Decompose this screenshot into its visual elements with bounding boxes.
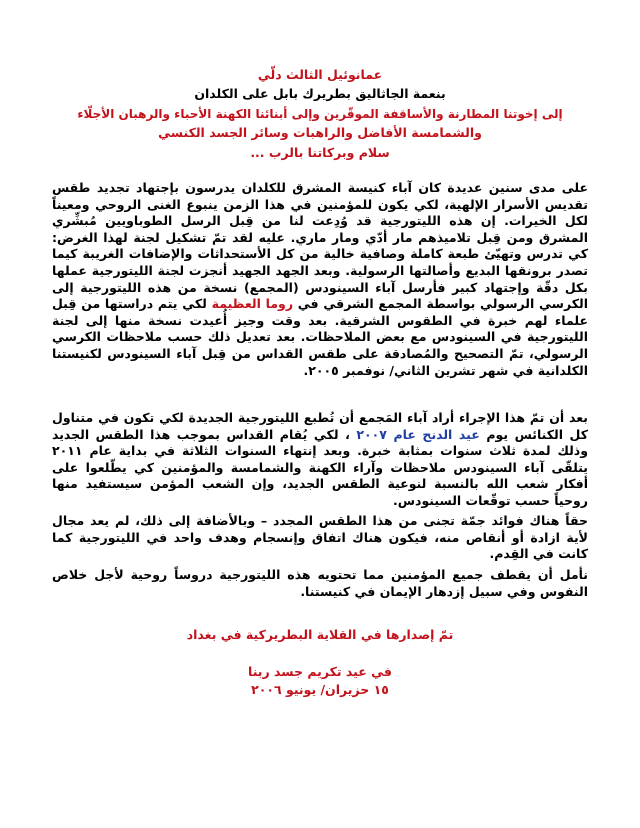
address-line-2: والشمامسة الأفاضل والراهبات وسائر الجسد الكنسي xyxy=(158,125,482,140)
issue-occasion: في عيد تكريم جسد ربنا xyxy=(248,664,392,679)
paragraph-1-text-a: على مدى سنين عديدة كان آباء كنيسة المشرق للكلدان يدرسون بإجتهاد تجديد طقس تقديس الأسرار الإلهية، لكي يكون للمؤمنين في هذا الزمن ينبوع الغنى الروحي ومعيناً لكل الخيرات. إن هذه الليتورجية قد وُدِعت لنا من قِبل الرسل الطوباويين مُبشِّري المشرق ومن قِبل تلاميذهم مار أدّي ومار ماري. عليه لقد تمّ تشكيل لجنة لهذا الغرض: كي تدرس وتهيّئ طبعة كاملة وصافية خالية من كل الأستحداثات والإضافات الغريبة كيما تصدر برونقها البديع وأصالتها الرسولية. وبعد الجهد الجهيد أنجزت لجنة الليتورجية عملها بكل دقّة وإجتهاد كبير فأرسل آباء السينودس (المجمع) نسخة من هذه الليتورجية إلى الكرسي الرسولي بواسطة المجمع الشرقي في xyxy=(52,180,588,312)
paragraph-2-text-a: بعد أن تمّ هذا الإجراء أراد آباء المَجمع أن تُطبع الليتورجية الجديدة لكي تكون في متناول كل الكنائس يوم xyxy=(52,410,588,442)
paragraph-1-text-b: لكي يتم دراستها من قِبل علماء لهم خبرة في الطقوس الشرقية. بعد وقت وجيز أُعيدت نسخة منها إلى لجنة الليتورجية في السينودس مع بعض الملاحظات. بعد تعديل ذلك حسب ملاحظات الكرسي الرسولي، تمّ التصحيح والمُصادقة على طقس القداس من قِبل آباء السينودس لكنيستنا الكلدانية في شهر تشرين الثاني/ نوفمبر ٢٠٠٥. xyxy=(52,296,588,378)
paragraph-2-text-b: ، لكي يُقام القداس بموجب هذا الطقس الجديد وذلك لمدة ثلاث سنوات بمثابة خبرة. وبعد إنتهاء السنوات الثلاثة في بداية عام ٢٠١١ يتلقّى آباء السينودس ملاحظات وآراء الكهنة والشمامسة والمؤمنين كي يطّلعوا على أفكار شعب الله بالنسبة لنوعية الطقس الجديد، وإن الشعب المؤمن سيستفيد منها روحياً حسب توقّعات السينودس. xyxy=(52,426,588,508)
sender-name: عمانوئيل الثالث دلّي xyxy=(257,67,383,82)
document-title: بنعمة الجاثاليق بطريرك بابل على الكلدان xyxy=(194,86,446,101)
paragraph-1 xyxy=(52,180,588,379)
issue-place: تمّ إصدارها في القلاية البطريركية في بغداد xyxy=(186,627,454,642)
paragraph-4: نأمل أن يقطف جميع المؤمنين مما تحتويه هذه الليتورجية دروساً روحية لأجل خلاص النفوس وفي سبيل إزدهار الإيمان في كنيستنا. xyxy=(52,567,588,599)
feast-highlight: عيد الدنح عام ٢٠٠٧ xyxy=(356,426,480,442)
rome-highlight: روما العظيمة xyxy=(211,296,294,312)
paragraph-2 xyxy=(52,410,588,510)
address-line-1: إلى إخوتنا المطارنة والأساقفة الموقّرين وإلى أبنائنا الكهنة الأحباء والرهبان الأجلّاء xyxy=(77,107,563,121)
greeting: سلام وبركاتنا بالرب ... xyxy=(250,145,390,160)
paragraph-3: حقاً هناك فوائد جمّة تجنى من هذا الطقس المجدد – وبالأضافة إلى ذلك، لم يعد مجال لأية ازادة أو أنقاص منه، فيكون هناك اتفاق وإنسجام وهدف واحد في الليتورجية كما كانت في القِدم. xyxy=(52,513,588,562)
issue-date: ١٥ حزيران/ يونيو ٢٠٠٦ xyxy=(251,682,389,697)
